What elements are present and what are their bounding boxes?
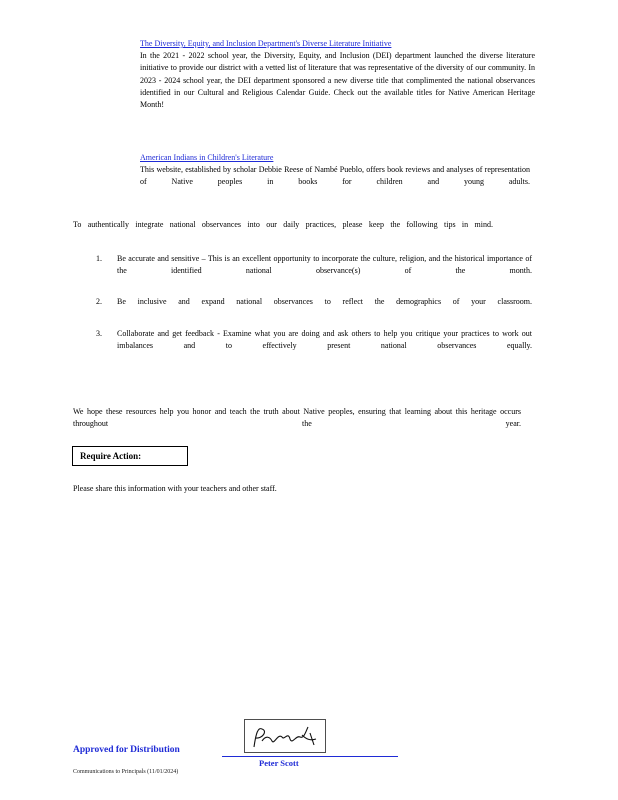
tip-text: Collaborate and get feedback - Examine what you are doing and ask others to help you critique your practices to work out imbalances and to effectively present national observances equally.	[117, 328, 532, 350]
children-literature-section	[140, 152, 530, 189]
tip-text: Be inclusive and expand national observances to reflect the demographics of your classroom.	[117, 297, 532, 307]
required-action-box: Require Action:	[72, 446, 188, 466]
tip-item	[96, 328, 532, 352]
tip-item	[96, 253, 532, 277]
approved-label: Approved for Distribution	[73, 745, 180, 755]
children-literature-link[interactable]: American Indians in Children's Literature	[140, 153, 274, 162]
diverse-literature-link[interactable]: The Diversity, Equity, and Inclusion Department's Diverse Literature Initiative	[140, 39, 392, 48]
closing-paragraph: We hope these resources help you honor and teach the truth about Native peoples, ensuring that learning about this heritage occurs throughout the year.	[73, 407, 521, 429]
signer-name: Peter Scott	[259, 758, 299, 768]
tip-number: 2.	[96, 297, 102, 307]
diverse-literature-text: In the 2021 - 2022 school year, the Diversity, Equity, and Inclusion (DEI) department launched the diverse literature initiative to provide our district with a vetted list of literature that was representative of the diversity of our community. In 2023 - 2024 school year, the DEI department sponsored a new diverse title that complimented the national observances identified in our Cultural and Religious Calendar Guide. Check out the available titles for Native American Heritage Month!	[140, 51, 535, 110]
signature-image	[244, 719, 326, 753]
share-instruction: Please share this information with your teachers and other staff.	[73, 484, 277, 493]
tip-text: Be accurate and sensitive – This is an excellent opportunity to incorporate the culture, religion, and the historical importance of the identified national observance(s) of the month.	[117, 254, 532, 276]
tip-number: 3.	[96, 328, 102, 338]
tip-item	[96, 296, 532, 308]
tips-intro: To authentically integrate national observances into our daily practices, please keep the following tips in mind.	[73, 220, 493, 229]
footer-text: Communications to Principals (11/01/2024)	[73, 769, 179, 775]
signature-line	[222, 756, 398, 757]
tip-number: 1.	[96, 254, 102, 263]
diverse-literature-section	[140, 38, 535, 111]
tips-list	[96, 253, 532, 371]
children-literature-text: This website, established by scholar Debbie Reese of Nambé Pueblo, offers book reviews and analyses of representation of Native peoples in books for children and young adults.	[140, 165, 530, 187]
